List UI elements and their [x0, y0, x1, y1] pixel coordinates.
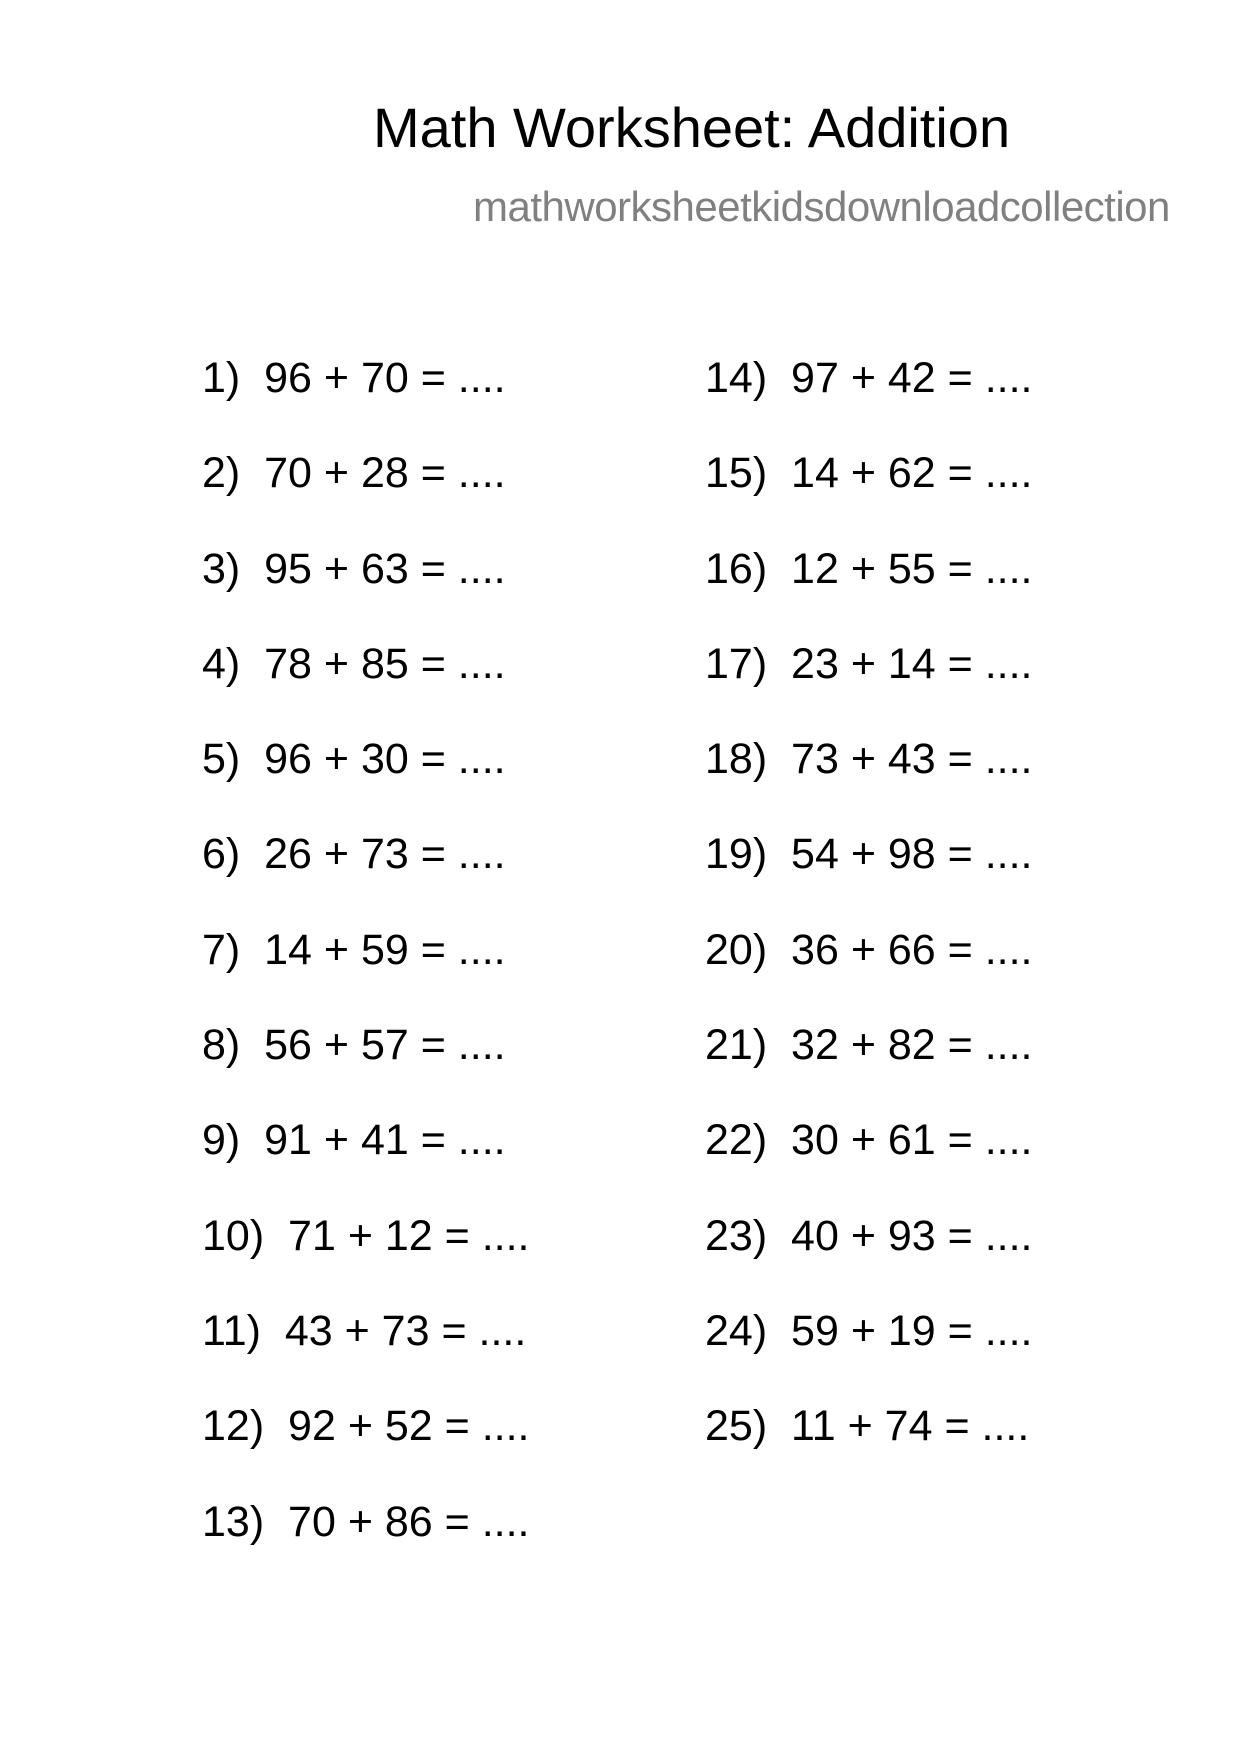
addition-problem: 15) 14 + 62 = ....: [705, 449, 1033, 498]
addition-problem: 22) 30 + 61 = ....: [705, 1116, 1033, 1165]
addition-problem: 24) 59 + 19 = ....: [705, 1306, 1033, 1355]
addition-problem: 2) 70 + 28 = ....: [202, 449, 506, 498]
addition-problem: 1) 96 + 70 = ....: [202, 354, 506, 402]
addition-problem: 13) 70 + 86 = ....: [202, 1497, 530, 1546]
addition-problem: 18) 73 + 43 = ....: [705, 735, 1033, 784]
addition-problem: 20) 36 + 66 = ....: [705, 925, 1033, 974]
addition-problem: 8) 56 + 57 = ....: [202, 1021, 506, 1070]
problem-column-right: [705, 354, 1033, 1501]
addition-problem: 10) 71 + 12 = ....: [202, 1211, 530, 1260]
addition-problem: 4) 78 + 85 = ....: [202, 639, 506, 688]
addition-problem: 25) 11 + 74 = ....: [705, 1402, 1030, 1451]
worksheet-subtitle: mathworksheetkidsdownloadcollection: [473, 183, 1170, 230]
addition-problem: 19) 54 + 98 = ....: [705, 830, 1033, 879]
addition-problem: 16) 12 + 55 = ....: [705, 544, 1033, 593]
addition-problem: 6) 26 + 73 = ....: [202, 830, 506, 879]
problem-column-left: [202, 354, 530, 1596]
addition-problem: 12) 92 + 52 = ....: [202, 1402, 530, 1451]
addition-problem: 14) 97 + 42 = ....: [705, 354, 1033, 402]
addition-problem: 9) 91 + 41 = ....: [202, 1116, 506, 1165]
addition-problem: 7) 14 + 59 = ....: [202, 925, 506, 974]
worksheet-title: Math Worksheet: Addition: [373, 96, 1011, 159]
addition-problem: 11) 43 + 73 = ....: [202, 1306, 527, 1355]
addition-problem: 23) 40 + 93 = ....: [705, 1211, 1033, 1260]
addition-problem: 3) 95 + 63 = ....: [202, 544, 506, 593]
addition-problem: 5) 96 + 30 = ....: [202, 735, 506, 784]
addition-problem: 21) 32 + 82 = ....: [705, 1021, 1033, 1070]
addition-problem: 17) 23 + 14 = ....: [705, 639, 1033, 688]
